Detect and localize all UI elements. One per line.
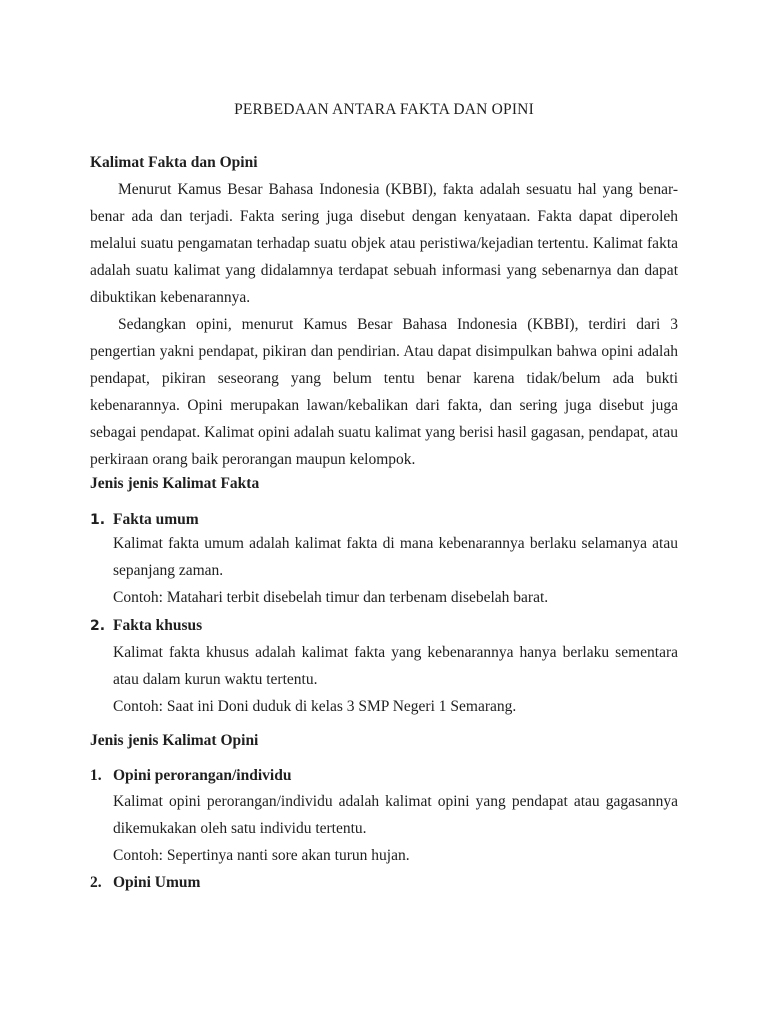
- list-item-number: 1.: [90, 767, 102, 784]
- list-item-example: Contoh: Matahari terbit disebelah timur dan terbenam disebelah barat.: [113, 589, 549, 606]
- list-item-title: Fakta umum: [113, 511, 199, 528]
- list-item-title: Opini Umum: [113, 874, 201, 891]
- document-title: PERBEDAAN ANTARA FAKTA DAN OPINI: [234, 101, 534, 118]
- list-item-number: 2.: [90, 618, 106, 634]
- list-item-example: Contoh: Sepertinya nanti sore akan turun hujan.: [113, 847, 410, 864]
- list-item-number: 2.: [90, 874, 102, 891]
- list-item-example: Contoh: Saat ini Doni duduk di kelas 3 SMP Negeri 1 Semarang.: [113, 698, 517, 715]
- list-item-title: Opini perorangan/individu: [113, 767, 292, 784]
- list-item-body: Kalimat opini perorangan/individu adalah kalimat opini yang pendapat atau gagasannya dikemukakan oleh satu individu tertentu.: [113, 793, 678, 837]
- list-item-title: Fakta khusus: [113, 617, 203, 634]
- section-heading-jenis-opini: Jenis jenis Kalimat Opini: [90, 732, 259, 749]
- paragraph-definisi-opini: Sedangkan opini, menurut Kamus Besar Bahasa Indonesia (KBBI), terdiri dari 3 pengertian yakni pendapat, pikiran dan pendirian. Atau dapat disimpulkan bahwa opini adalah pendapat, pikiran seseorang yang belum tentu benar karena tidak/belum ada bukti kebenarannya. Opini merupakan lawan/kebalikan dari fakta, dan sering juga disebut juga sebagai pendapat. Kalimat opini adalah suatu kalimat yang berisi hasil gagasan, pendapat, atau perkiraan orang baik perorangan maupun kelompok.: [90, 316, 678, 468]
- list-item-body: Kalimat fakta khusus adalah kalimat fakta yang kebenarannya hanya berlaku sementara atau dalam kurun waktu tertentu.: [113, 644, 678, 688]
- section-heading-fakta-opini: Kalimat Fakta dan Opini: [90, 154, 258, 171]
- section-heading-jenis-fakta: Jenis jenis Kalimat Fakta: [90, 475, 260, 492]
- list-item-body: Kalimat fakta umum adalah kalimat fakta di mana kebenarannya berlaku selamanya atau sepanjang zaman.: [113, 535, 678, 579]
- paragraph-definisi-fakta: Menurut Kamus Besar Bahasa Indonesia (KBBI), fakta adalah sesuatu hal yang benar-benar ada dan terjadi. Fakta sering juga disebut dengan kenyataan. Fakta dapat diperoleh melalui suatu pengamatan terhadap suatu objek atau peristiwa/kejadian tertentu. Kalimat fakta adalah suatu kalimat yang didalamnya terdapat sebuah informasi yang sebenarnya dan dapat dibuktikan kebenarannya.: [90, 181, 678, 306]
- list-item-number: 1.: [90, 512, 106, 528]
